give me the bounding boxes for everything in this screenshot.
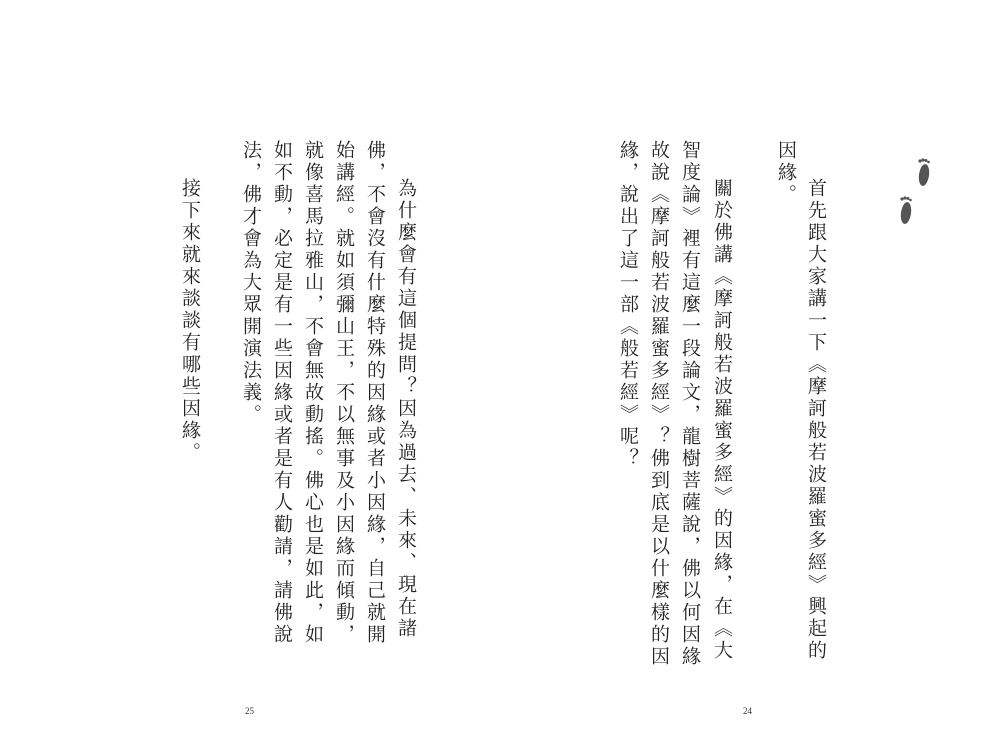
text-column: 接下來就來談談有哪些因緣。	[179, 178, 201, 464]
text-column: 故說《摩訶般若波羅蜜多經》？佛到底是以什麼樣的因	[648, 140, 670, 668]
text-column: 始講經。就如須彌山王，不以無事及小因緣而傾動，	[333, 140, 355, 646]
text-column: 如不動，必定是有一些因緣或者是有人勸請，請佛說	[271, 140, 293, 646]
text-column: 就像喜馬拉雅山，不會無故動搖。佛心也是如此，如	[302, 140, 324, 646]
text-column: 首先跟大家講一下《摩訶般若波羅蜜多經》興起的	[805, 178, 827, 662]
right-page	[500, 0, 1000, 748]
text-column: 為什麼會有這個提問？因為過去、未來、現在諸	[395, 178, 417, 640]
text-column: 緣，說出了這一部《般若經》呢？	[617, 140, 639, 470]
text-column: 法，佛才會為大眾開演法義。	[240, 140, 262, 426]
text-column: 佛，不會沒有什麼特殊的因緣或者小因緣，自己就開	[364, 140, 386, 646]
text-column: 因緣。	[775, 140, 797, 206]
text-column: 關於佛講《摩訶般若波羅蜜多經》的因緣，在《大	[711, 178, 733, 662]
page-number: 25	[245, 706, 254, 716]
footprints-icon	[890, 155, 940, 235]
page-number: 24	[743, 706, 752, 716]
text-column: 智度論》裡有這麼一段論文，龍樹菩薩說，佛以何因緣	[679, 140, 701, 668]
